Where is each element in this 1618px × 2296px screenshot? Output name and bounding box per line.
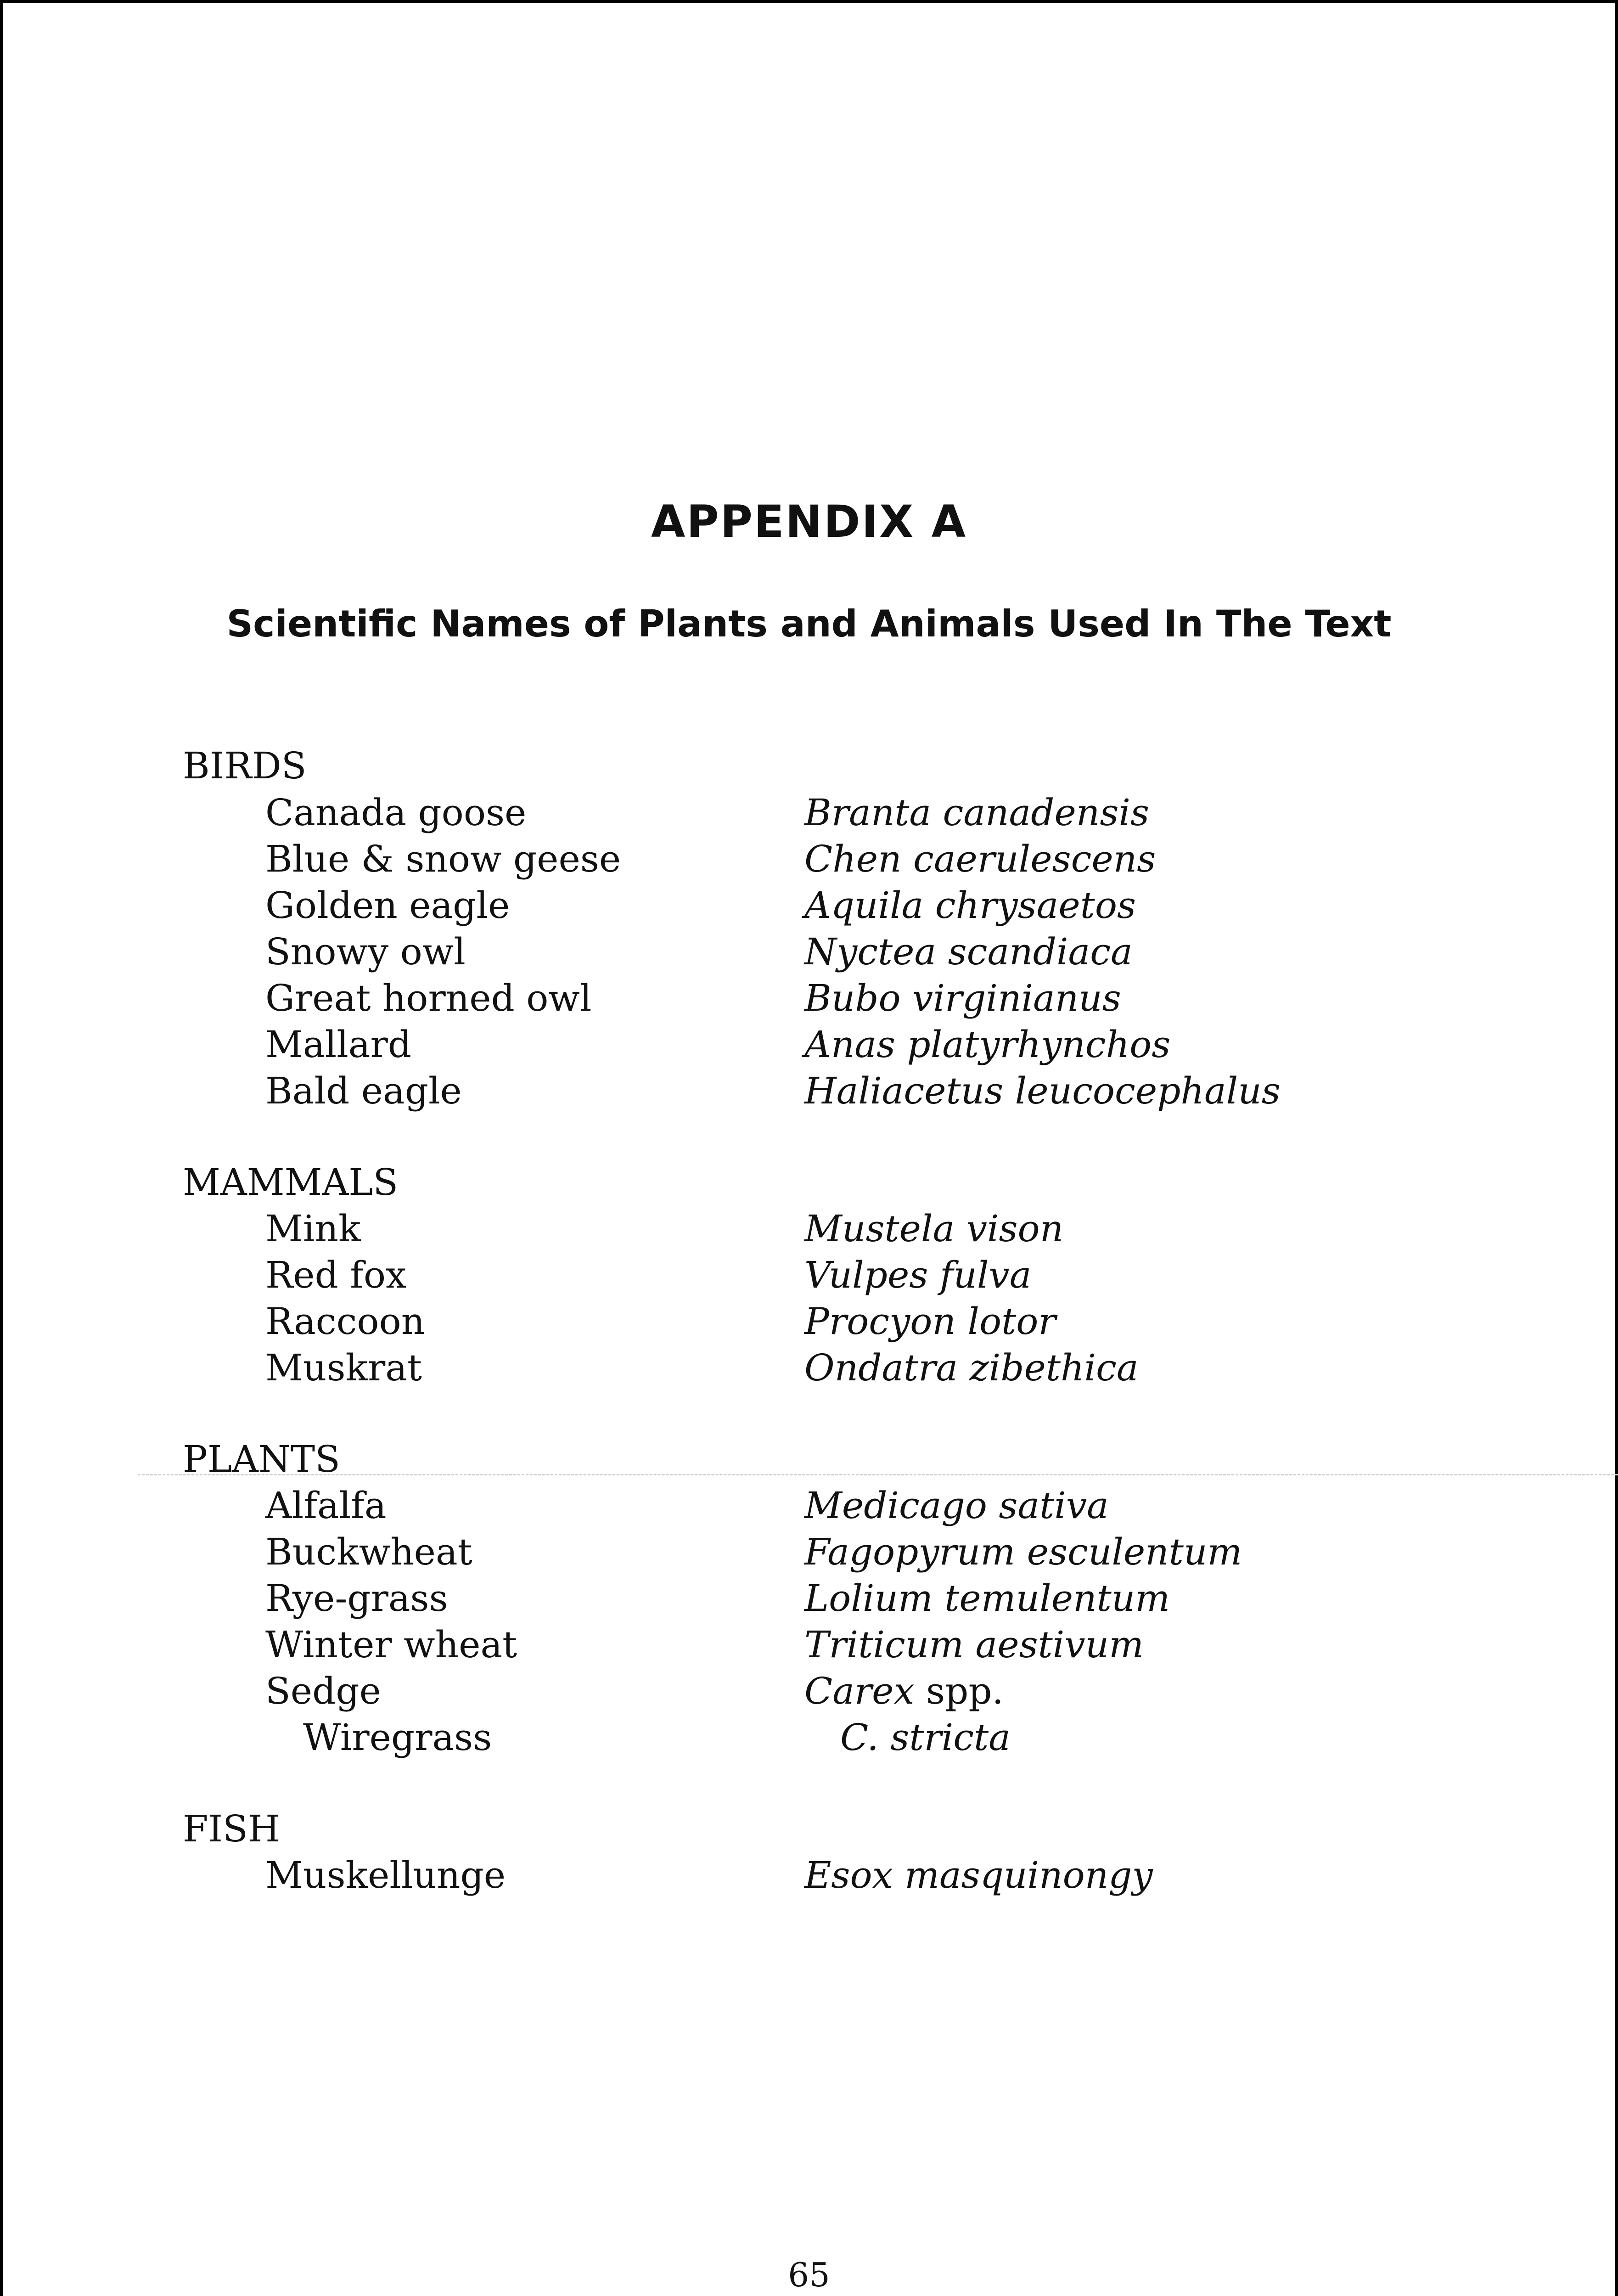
appendix-title: APPENDIX A [651,496,967,547]
common-name: Buckwheat [265,1531,472,1573]
scientific-genus: Carex [804,1670,915,1712]
scientific-name: Nyctea scandiaca [804,930,1133,973]
list-item [0,1069,1618,1119]
list-item [0,1346,1618,1396]
scientific-name: Haliacetus leucocephalus [804,1069,1281,1112]
common-name: Muskellunge [265,1854,506,1896]
scientific-name: C. stricta [840,1716,1011,1759]
list-item [0,1670,1618,1719]
scientific-name: Anas platyrhynchos [804,1023,1171,1066]
appendix-subtitle: Scientific Names of Plants and Animals Used In The Text [226,602,1392,645]
common-name: Bald eagle [265,1069,462,1112]
scientific-name: Aquila chrysaetos [804,884,1136,927]
scientific-name: Bubo virginianus [804,977,1121,1019]
page-number: 65 [788,2256,830,2294]
section-label-fish: FISH [183,1807,280,1850]
section-label-birds: BIRDS [183,744,307,787]
scientific-name: Branta canadensis [804,791,1150,834]
scientific-suffix: spp. [926,1670,1004,1712]
common-name: Blue & snow geese [265,838,621,880]
section-label-mammals: MAMMALS [183,1161,399,1204]
list-item [0,791,1618,841]
common-name: Golden eagle [265,884,510,927]
common-name: Mink [265,1207,361,1250]
scientific-name: Fagopyrum esculentum [804,1531,1242,1573]
list-item [0,1484,1618,1534]
common-name: Mallard [265,1023,411,1066]
list-item [0,838,1618,887]
list-item [0,1300,1618,1350]
list-item [0,884,1618,934]
scientific-name: Vulpes fulva [804,1254,1032,1296]
common-name: Canada goose [265,791,527,834]
scientific-name [804,1670,1004,1712]
common-name: Rye-grass [265,1577,448,1620]
scientific-name: Ondatra zibethica [804,1346,1139,1389]
scientific-name: Lolium temulentum [804,1577,1170,1620]
common-name: Red fox [265,1254,407,1296]
list-item [0,1254,1618,1303]
common-name: Snowy owl [265,930,466,973]
common-name: Raccoon [265,1300,425,1343]
list-item [0,1023,1618,1073]
scientific-name: Procyon lotor [804,1300,1056,1343]
list-item [0,930,1618,980]
scientific-name: Mustela vison [804,1207,1064,1250]
scientific-name: Triticum aestivum [804,1623,1144,1666]
common-name: Sedge [265,1670,381,1712]
list-item [0,1207,1618,1257]
common-name: Great horned owl [265,977,592,1019]
section-label-plants: PLANTS [183,1438,340,1480]
list-item [0,977,1618,1026]
scientific-name: Chen caerulescens [804,838,1156,880]
list-item [0,1854,1618,1903]
list-item [0,1577,1618,1626]
scientific-name: Medicago sativa [804,1484,1109,1527]
common-name: Muskrat [265,1346,422,1389]
common-name: Winter wheat [265,1623,517,1666]
scan-fold-line [138,1474,1618,1475]
list-item [0,1716,1618,1766]
list-item [0,1623,1618,1673]
scientific-name: Esox masquinongy [804,1854,1153,1896]
list-item [0,1531,1618,1580]
common-name: Alfalfa [265,1484,387,1527]
common-name: Wiregrass [303,1716,492,1759]
